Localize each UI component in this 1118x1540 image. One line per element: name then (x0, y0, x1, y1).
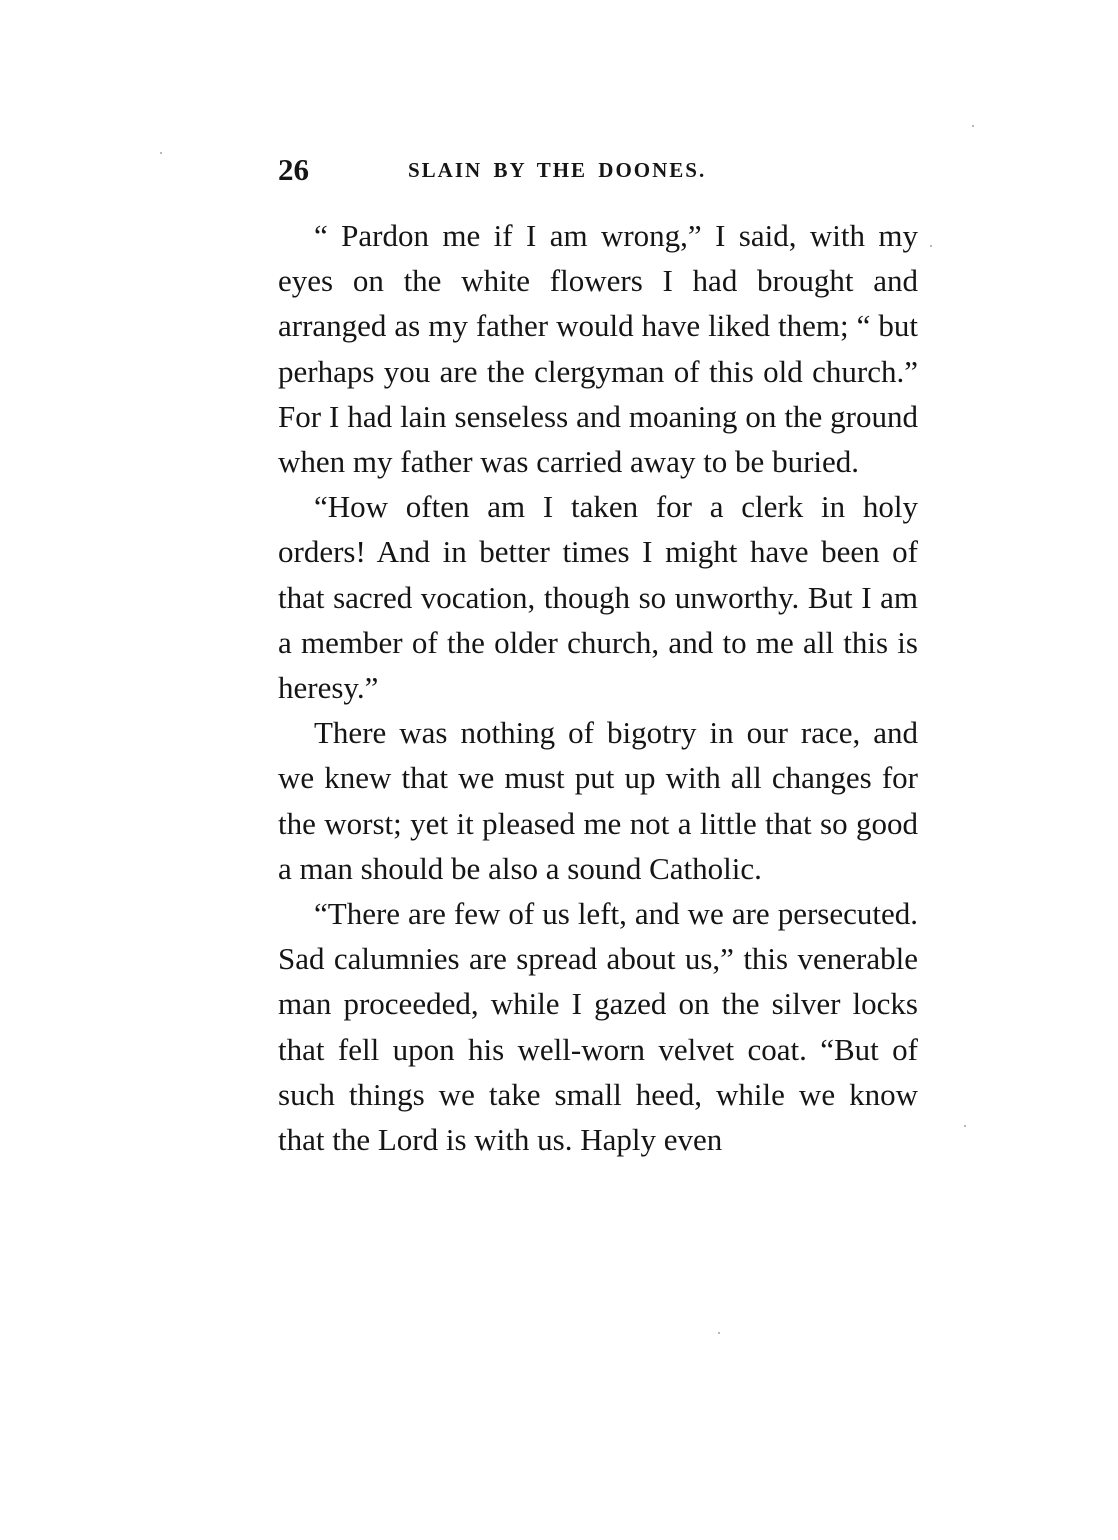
scan-speck (930, 245, 932, 247)
page-number: 26 (278, 152, 309, 187)
scan-speck (972, 125, 974, 127)
scan-speck (160, 152, 162, 154)
running-title: SLAIN BY THE DOONES. (408, 158, 707, 182)
body-text (278, 213, 918, 1162)
paragraph-4: “There are few of us left, and we are persecuted. Sad calumnies are spread about us,” this venerable man proceeded, while I gazed on the silver locks that fell upon his well-worn velvet coat. “But of such things we take small heed, while we know that the Lord is with us. Haply even (278, 896, 918, 1158)
page-header (278, 152, 918, 196)
paragraph-3: There was nothing of bigotry in our race, and we knew that we must put up with all changes for the worst; yet it pleased me not a little that so good a man should be also a sound Catholic. (278, 715, 918, 886)
scan-speck (718, 1332, 720, 1334)
scan-speck (964, 1125, 966, 1127)
paragraph-2: “How often am I taken for a clerk in holy orders! And in better times I might have been of that sacred vocation, though so unworthy. But I am a member of the older church, and to me all this is heresy.” (278, 489, 918, 706)
paragraph-1: “ Pardon me if I am wrong,” I said, with my eyes on the white flowers I had brought and arranged as my father would have liked them; “ but perhaps you are the clergyman of this old church.” For I had lain senseless and moaning on the ground when my father was carried away to be buried. (278, 218, 918, 480)
